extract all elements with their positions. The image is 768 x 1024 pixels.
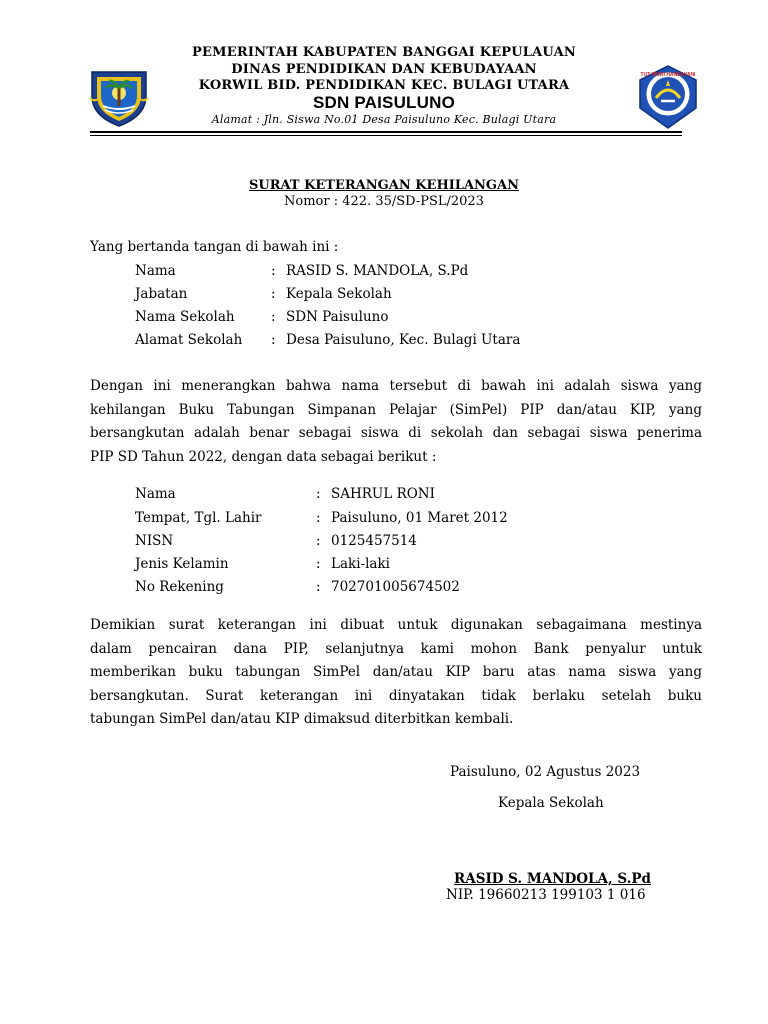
signer-field-label: Nama: [135, 263, 176, 279]
field-colon: :: [316, 533, 321, 549]
signer-field-label: Nama Sekolah: [135, 309, 235, 325]
student-field-label: Nama: [135, 486, 176, 502]
signer-field-label: Jabatan: [135, 286, 188, 302]
paragraph-line: Dengan ini menerangkan bahwa nama tersebut di bawah ini adalah siswa yang: [90, 378, 702, 394]
field-colon: :: [316, 579, 321, 595]
signer-nip: NIP. 19660213 199103 1 016: [446, 887, 646, 903]
field-colon: :: [271, 286, 276, 302]
paragraph-line: PIP SD Tahun 2022, dengan data sebagai berikut :: [90, 448, 437, 465]
paragraph-line: memberikan buku tabungan SimPel dan/atau KIP baru atas nama siswa yang: [90, 664, 702, 680]
letter-title: SURAT KETERANGAN KEHILANGAN: [248, 178, 520, 193]
paragraph-line: kehilangan Buku Tabungan Simpanan Pelajar (SimPel) PIP dan/atau KIP, yang: [90, 401, 702, 418]
paragraph-line: Demikian surat keterangan ini dibuat untuk digunakan sebagaimana mestinya: [90, 617, 702, 633]
letter-number: Nomor : 422. 35/SD-PSL/2023: [284, 194, 484, 209]
student-field-value: 0125457514: [331, 533, 417, 549]
paragraph-line: bersangkutan. Surat keterangan ini dinyatakan tidak berlaku setelah buku: [90, 687, 702, 704]
student-field-label: Tempat, Tgl. Lahir: [135, 510, 262, 526]
signer-field-label: Alamat Sekolah: [135, 332, 243, 348]
intro-text: Yang bertanda tangan di bawah ini :: [90, 239, 339, 255]
paragraph-statement: [90, 375, 702, 469]
letterhead-department: DINAS PENDIDIKAN DAN KEBUDAYAAN: [231, 62, 537, 77]
student-field-label: Jenis Kelamin: [135, 556, 229, 572]
header-divider-thick: [90, 131, 682, 133]
paragraph-closing: [90, 614, 702, 732]
letterhead-korwil: KORWIL BID. PENDIDIKAN KEC. BULAGI UTARA: [198, 78, 570, 93]
student-field-value: 702701005674502: [331, 579, 460, 595]
field-colon: :: [271, 309, 276, 325]
signer-field-value: SDN Paisuluno: [286, 309, 389, 325]
student-field-value: Paisuluno, 01 Maret 2012: [331, 510, 508, 526]
svg-text:TUT WURI HANDAYANI: TUT WURI HANDAYANI: [640, 72, 696, 78]
signer-name: RASID S. MANDOLA, S.Pd: [454, 871, 651, 887]
field-colon: :: [316, 486, 321, 502]
header-divider-thin: [90, 135, 682, 136]
field-colon: :: [271, 263, 276, 279]
field-colon: :: [271, 332, 276, 348]
field-colon: :: [316, 556, 321, 572]
place-date: Paisuluno, 02 Agustus 2023: [450, 764, 641, 780]
field-colon: :: [316, 510, 321, 526]
letterhead-government: PEMERINTAH KABUPATEN BANGGAI KEPULAUAN: [192, 45, 576, 60]
student-field-value: Laki-laki: [331, 556, 390, 572]
student-field-value: SAHRUL RONI: [331, 486, 435, 502]
signer-field-value: RASID S. MANDOLA, S.Pd: [286, 263, 469, 279]
student-field-label: NISN: [135, 533, 174, 549]
student-field-label: No Rekening: [135, 579, 224, 595]
paragraph-line: dalam pencairan dana PIP, selanjutnya kami mohon Bank penyalur untuk: [90, 640, 702, 657]
paragraph-line: bersangkutan adalah benar sebagai siswa di sekolah dan sebagai siswa penerima: [90, 425, 702, 441]
signer-position: Kepala Sekolah: [498, 795, 604, 811]
signer-field-value: Desa Paisuluno, Kec. Bulagi Utara: [286, 332, 521, 348]
signer-field-value: Kepala Sekolah: [286, 286, 392, 302]
paragraph-line: tabungan SimPel dan/atau KIP dimaksud diterbitkan kembali.: [90, 711, 514, 727]
letterhead-address: Alamat : Jln. Siswa No.01 Desa Paisuluno Kec. Bulagi Utara: [211, 113, 557, 126]
letterhead-school: SDN PAISULUNO: [312, 93, 456, 112]
